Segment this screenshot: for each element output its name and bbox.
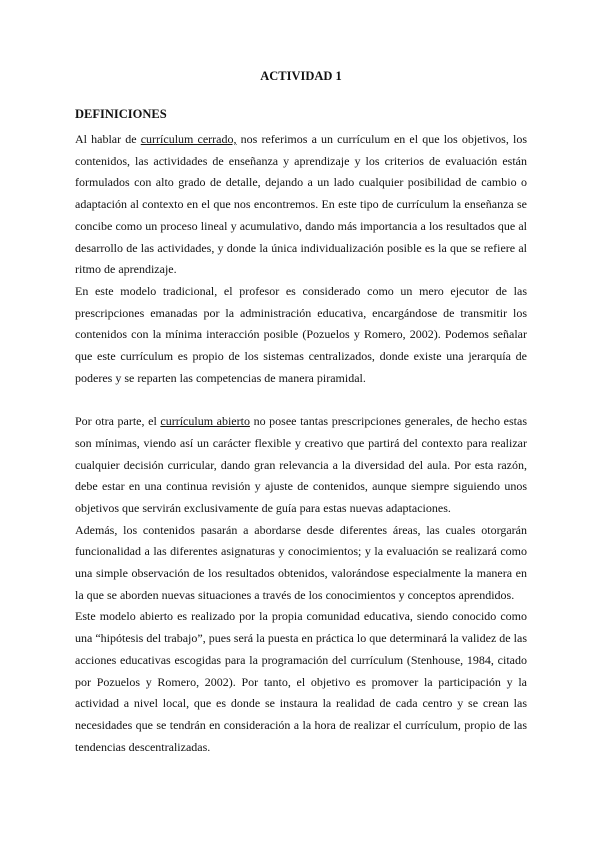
paragraph-open-curriculum <box>75 411 527 520</box>
term-closed-curriculum: currículum cerrado, <box>140 132 237 146</box>
paragraph-text: Al hablar de <box>75 132 141 146</box>
document-title: ACTIVIDAD 1 <box>260 69 342 83</box>
paragraph-traditional-model: En este modelo tradicional, el profesor es considerado como un mero ejecutor de las prescripciones emanadas por la administración educativa, encargándose de transmitir los contenidos con la mínima interacción posible (Pozuelos y Romero, 2002). Podemos señalar que este currículum es propio de los sistemas centralizados, donde existe una jerarquía de poderes y se reparten las competencias de manera piramidal. <box>75 283 527 385</box>
paragraph-closed-curriculum <box>75 129 527 281</box>
paragraph-contents-areas: Además, los contenidos pasarán a abordarse desde diferentes áreas, las cuales otorgarán funcionalidad a las diferentes asignaturas y conocimientos; y la evaluación se realizará como una simple observación de los resultados obtenidos, valorándose especialmente la manera en la que se aborden nuevas situaciones a través de los conocimientos y conceptos aprendidos. <box>75 522 527 602</box>
paragraph-text: Por otra parte, el <box>75 414 161 429</box>
paragraph-text: nos referimos a un currículum en el que los objetivos, los contenidos, las actividades de enseñanza y aprendizaje y los criterios de evaluación están formulados con alto grado de detalle, dejando a un lado cualquier posibilidad de cambio o adaptación al contexto en el que nos encontremos. En este tipo de currículum la enseñanza se concibe como un proceso lineal y acumulativo, dando más importancia a los resultados que al desarrollo de las actividades, y donde la única individualización posible es la que se refiere al ritmo de aprendizaje. <box>75 132 527 277</box>
paragraph-open-model: Este modelo abierto es realizado por la propia comunidad educativa, siendo conocido como una “hipótesis del trabajo”, pues será la puesta en práctica lo que determinará la validez de las acciones educativas escogidas para la programación del currículum (Stenhouse, 1984, citado por Pozuelos y Romero, 2002). Por tanto, el objetivo es promover la participación y la actividad a nivel local, que es donde se instaura la realidad de cada centro y se crean las necesidades que se tendrán en consideración a la hora de realizar el currículum, propio de las tendencias descentralizadas. <box>75 609 527 754</box>
section-heading: DEFINICIONES <box>75 107 167 121</box>
paragraph-text: no posee tantas prescripciones generales, de hecho estas son mínimas, viendo así un carácter flexible y creativo que partirá del contexto para realizar cualquier decisión curricular, dando gran relevancia a la diversidad del aula. Por esta razón, debe estar en una continua revisión y ajuste de contenidos, aunque siempre siguiendo unos objetivos que servirán exclusivamente de guía para estas nuevas adaptaciones. <box>75 414 528 515</box>
document-page <box>75 68 527 758</box>
term-open-curriculum: currículum abierto <box>160 414 250 429</box>
